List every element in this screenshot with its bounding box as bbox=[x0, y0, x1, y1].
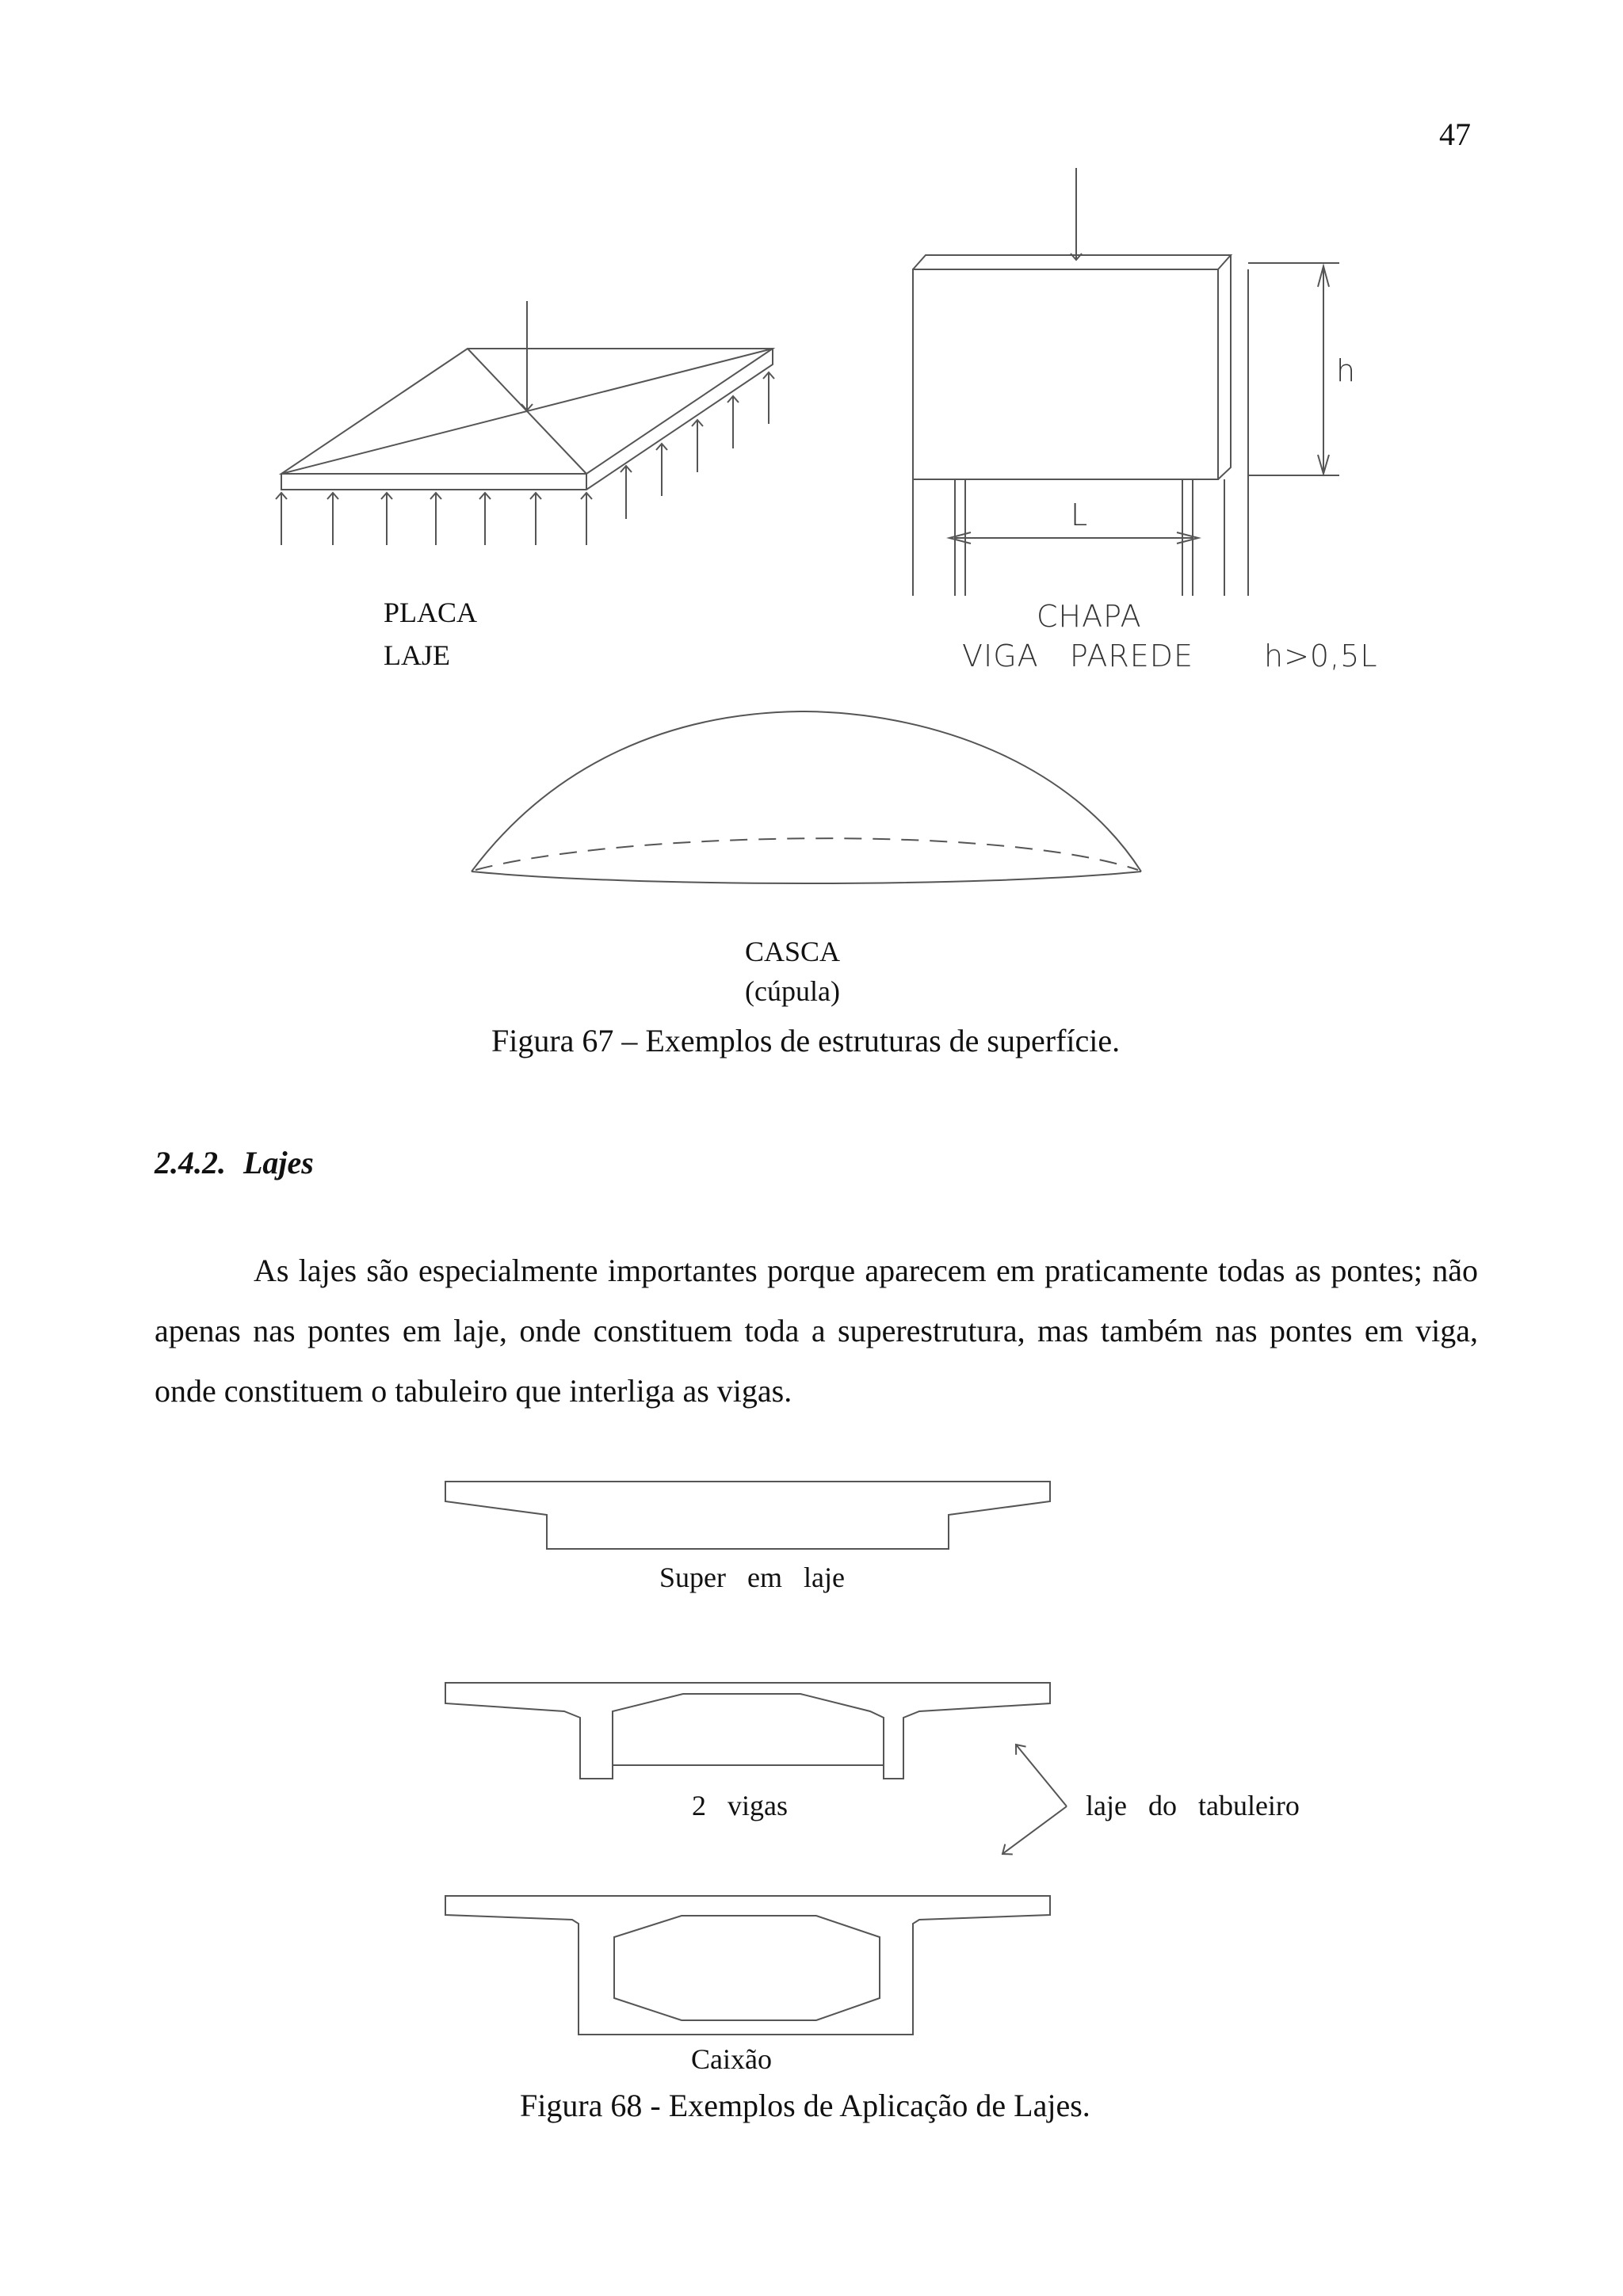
figure-68-caption: Figura 68 - Exemplos de Aplicação de Lajes. bbox=[520, 2088, 1090, 2123]
casca-label: CASCA bbox=[745, 936, 841, 967]
h-dimension-label: h bbox=[1336, 353, 1357, 388]
page-number: 47 bbox=[1439, 116, 1471, 152]
viga-parede-label: VIGA PAREDE bbox=[962, 639, 1194, 673]
two-girders-label: 2 vigas bbox=[692, 1790, 788, 1821]
section-number: 2.4.2. bbox=[155, 1145, 226, 1180]
two-girder-section bbox=[445, 1683, 1050, 1779]
ratio-label: h>0,5L bbox=[1264, 639, 1378, 673]
slab-superstructure-section bbox=[445, 1482, 1050, 1549]
box-girder-label: Caixão bbox=[691, 2043, 772, 2075]
super-em-laje-label: Super em laje bbox=[659, 1562, 845, 1593]
section-title: Lajes bbox=[243, 1145, 314, 1180]
paragraph-text: As lajes são especialmente importantes porque aparecem em praticamente todas as pontes; não apenas nas pontes em laje, onde constituem toda a superestrutura, mas também nas pontes em viga, onde constituem o tabuleiro que interliga as vigas. bbox=[155, 1253, 1478, 1409]
l-dimension-label: L bbox=[1071, 498, 1089, 532]
chapa-label: CHAPA bbox=[1037, 599, 1142, 634]
deck-slab-label: laje do tabuleiro bbox=[1086, 1790, 1300, 1821]
deck-slab-pointer bbox=[1002, 1745, 1067, 1854]
placa-label: PLACA bbox=[384, 597, 478, 628]
box-girder-section bbox=[445, 1896, 1050, 2035]
laje-label: LAJE bbox=[384, 639, 450, 671]
figure-67-caption: Figura 67 – Exemplos de estruturas de superfície. bbox=[491, 1023, 1121, 1058]
cupula-label: (cúpula) bbox=[745, 975, 840, 1007]
